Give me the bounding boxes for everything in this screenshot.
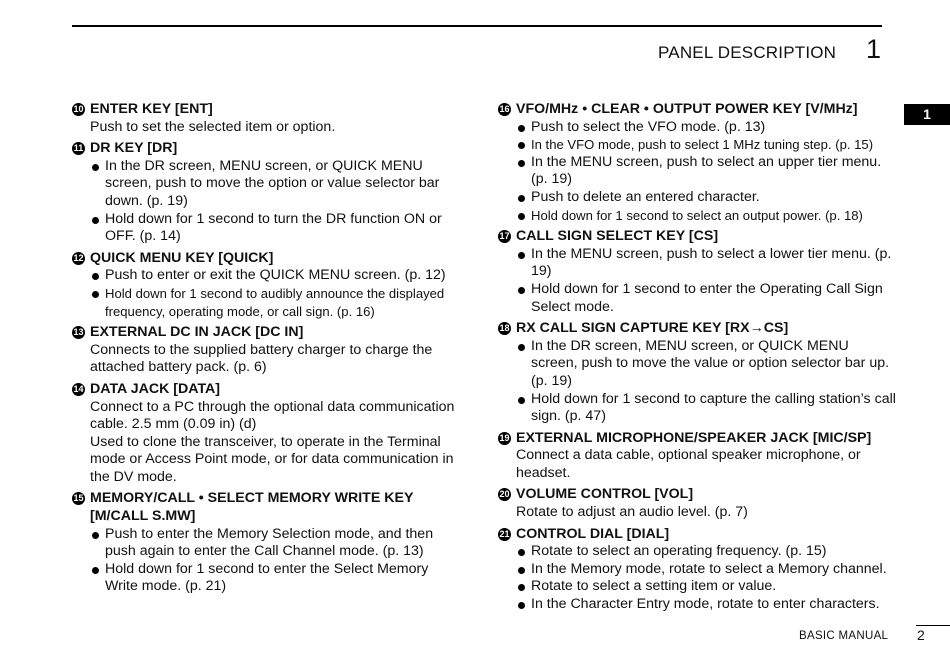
bullet-item: In the Character Entry mode, rotate to enter characters. [498, 596, 898, 614]
section-title [72, 250, 462, 268]
section-13 [72, 324, 462, 377]
section-12 [72, 250, 462, 320]
bullet-item: Push to enter or exit the QUICK MENU screen. (p. 12) [72, 267, 462, 285]
section-11 [72, 140, 462, 246]
section-title [498, 101, 898, 119]
bullet-item: Hold down for 1 second to capture the calling station’s call sign. (p. 47) [498, 391, 898, 426]
bullet-item: Hold down for 1 second to enter the Operating Call Sign Select mode. [498, 281, 898, 316]
bullet-item: In the MENU screen, push to select a lower tier menu. (p. 19) [498, 246, 898, 281]
section-title [72, 101, 462, 119]
bullet-item: Hold down for 1 second to enter the Select Memory Write mode. (p. 21) [72, 561, 462, 596]
bullet-item: Push to select the VFO mode. (p. 13) [498, 119, 898, 137]
section-title-text: MEMORY/CALL • SELECT MEMORY WRITE KEY [M/CALL S.MW] [90, 490, 414, 525]
section-title-text: CONTROL DIAL [DIAL] [516, 525, 670, 542]
section-title-text: EXTERNAL DC IN JACK [DC IN] [90, 324, 304, 341]
section-title [72, 324, 462, 342]
section-number-badge: 21 [499, 528, 510, 539]
section-title-text: RX CALL SIGN CAPTURE KEY [RX→CS] [516, 320, 789, 337]
section-20 [498, 486, 898, 521]
section-number-badge: 16 [499, 104, 510, 114]
section-title-text: VFO/MHz • CLEAR • OUTPUT POWER KEY [V/MHz] [516, 101, 858, 117]
section-title-text: EXTERNAL MICROPHONE/SPEAKER JACK [MIC/SP] [516, 429, 872, 446]
section-title-text: ENTER KEY [ENT] [90, 101, 213, 117]
section-title [72, 381, 462, 399]
section-number-badge: 12 [73, 252, 84, 263]
section-title [72, 140, 462, 158]
left-column [72, 101, 462, 600]
description-text: Rotate to adjust an audio level. (p. 7) [516, 504, 748, 521]
section-title-text: VOLUME CONTROL [VOL] [516, 486, 694, 503]
page-number: 2 [917, 627, 925, 643]
chapter-tab: 1 [904, 104, 950, 125]
bullet-item: Rotate to select a setting item or value. [498, 578, 898, 596]
section-title-text: DR KEY [DR] [90, 140, 178, 157]
section-number-badge: 13 [73, 327, 84, 338]
section-number-badge: 20 [499, 489, 510, 500]
section-number-badge: 18 [499, 323, 510, 334]
bullet-item: Push to delete an entered character. [498, 189, 898, 207]
description-text: Push to set the selected item or option. [90, 118, 336, 135]
section-17 [498, 228, 898, 316]
footer-manual-label: BASIC MANUAL [799, 630, 889, 642]
right-column [498, 101, 898, 618]
section-title [498, 526, 898, 544]
section-14 [72, 381, 462, 487]
section-21 [498, 526, 898, 614]
bullet-item: Push to enter the Memory Selection mode, and then push again to enter the Call Channel mode. (p. 13) [72, 526, 462, 561]
section-title-text: DATA JACK [DATA] [90, 380, 221, 397]
footer-rule [916, 625, 950, 626]
page-title: PANEL DESCRIPTION [658, 43, 837, 62]
section-19 [498, 430, 898, 483]
section-number-badge: 15 [73, 493, 84, 504]
section-title [498, 486, 898, 504]
section-number-badge: 11 [73, 143, 84, 154]
bullet-item: Hold down for 1 second to select an output power. (p. 18) [498, 207, 898, 225]
description-text: Connects to the supplied battery charger to charge the attached battery pack. (p. 6) [90, 341, 433, 376]
section-18 [498, 320, 898, 426]
section-title-text: QUICK MENU KEY [QUICK] [90, 249, 274, 266]
section-title [498, 320, 898, 338]
section-16 [498, 101, 898, 224]
bullet-item: In the MENU screen, push to select an upper tier menu. (p. 19) [498, 154, 898, 189]
chapter-number: 1 [866, 34, 882, 64]
bullet-item: In the DR screen, MENU screen, or QUICK MENU screen, push to move the value or option selector bar up. (p. 19) [498, 338, 898, 391]
header-rule [72, 25, 882, 27]
section-title [498, 430, 898, 448]
section-title-text: CALL SIGN SELECT KEY [CS] [516, 228, 719, 245]
bullet-item: Rotate to select an operating frequency. (p. 15) [498, 543, 898, 561]
bullet-item: In the VFO mode, push to select 1 MHz tuning step. (p. 15) [498, 136, 898, 154]
description-text: Used to clone the transceiver, to operate in the Terminal mode or Access Point mode, or for data communication in the DV mode. [90, 433, 454, 485]
bullet-item: Hold down for 1 second to audibly announce the displayed frequency, operating mode, or call sign. (p. 16) [72, 285, 462, 320]
bullet-item: Hold down for 1 second to turn the DR function ON or OFF. (p. 14) [72, 211, 462, 246]
section-title [72, 490, 462, 525]
description-text: Connect a data cable, optional speaker microphone, or headset. [516, 447, 861, 481]
section-number-badge: 17 [499, 231, 510, 242]
section-10 [72, 101, 462, 136]
description-text: Connect to a PC through the optional data communication cable. 2.5 mm (0.09 in) (d) [90, 398, 455, 433]
bullet-item: In the DR screen, MENU screen, or QUICK MENU screen, push to move the option or value selector bar down. (p. 19) [72, 158, 462, 211]
section-title [498, 228, 898, 246]
section-15 [72, 490, 462, 596]
section-number-badge: 10 [73, 104, 84, 114]
section-number-badge: 14 [73, 383, 84, 394]
bullet-item: In the Memory mode, rotate to select a Memory channel. [498, 561, 898, 579]
section-number-badge: 19 [499, 432, 510, 443]
